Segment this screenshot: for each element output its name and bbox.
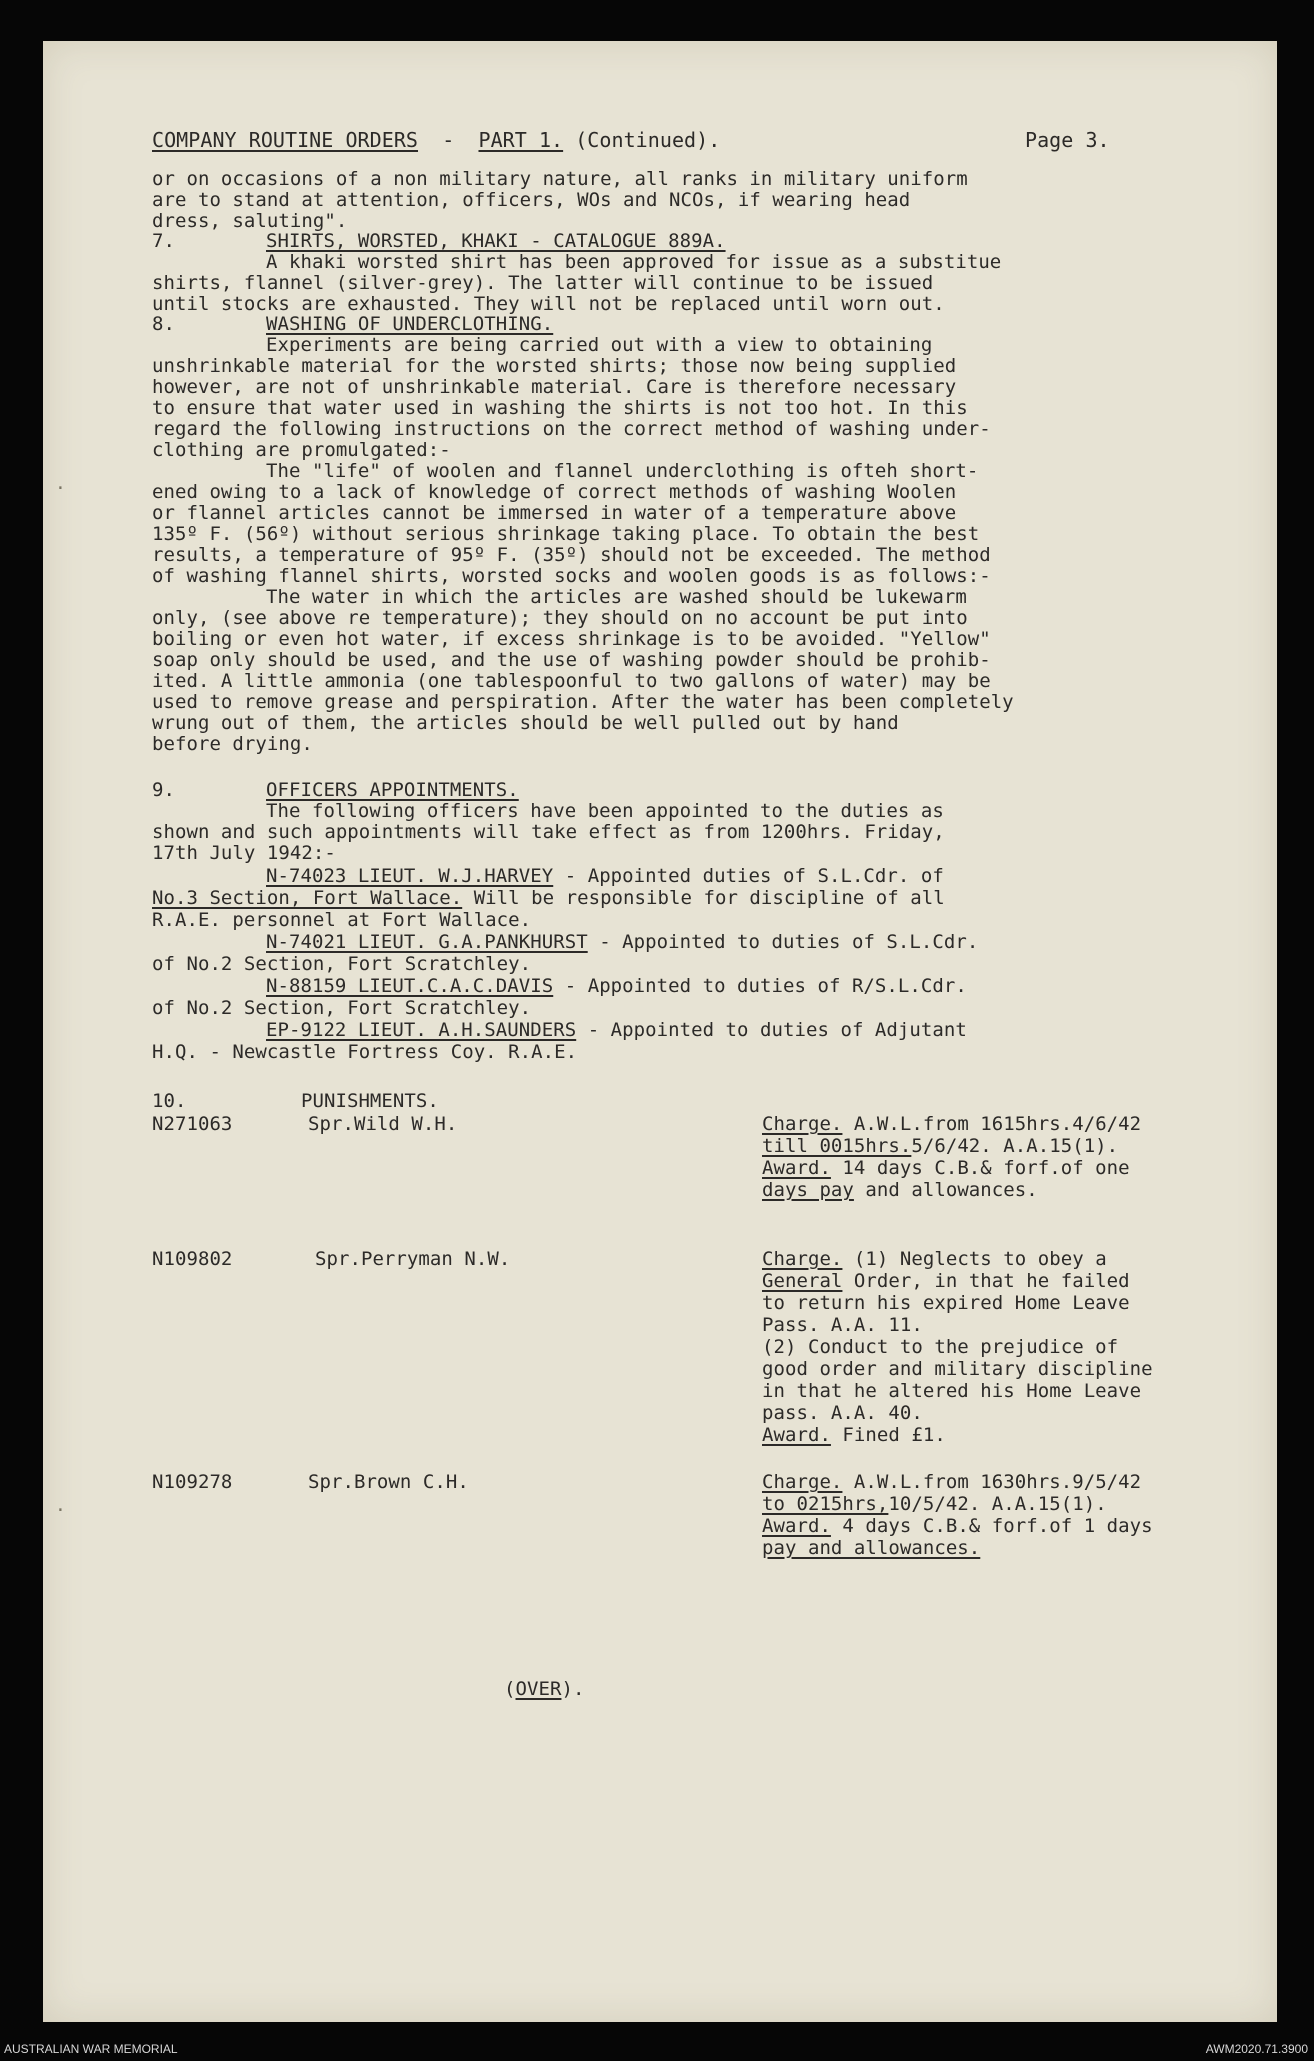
section-7-line-2: shirts, flannel (silver-grey). The latter will continue to be issued [152, 272, 934, 294]
section-7-line-1: A khaki worsted shirt has been approved for issue as a substitue [266, 251, 1002, 273]
section-8-line-16: soap only should be used, and the use of washing powder should be prohib- [152, 649, 991, 671]
section-9-line-3: 17th July 1942:- [152, 842, 336, 864]
page-number: Page 3. [1025, 128, 1110, 152]
page-header [152, 128, 720, 153]
punishment-2-number: N109802 [152, 1248, 233, 1270]
punishment-2-charge-3: to return his expired Home Leave [762, 1292, 1130, 1314]
footer-reference: AWM2020.71.3900 [1205, 2042, 1308, 2056]
section-8-line-12: of washing flannel shirts, worsted socks and woolen goods is as follows:- [152, 565, 991, 587]
punishment-2-charge-5: (2) Conduct to the prejudice of [762, 1336, 1119, 1358]
punishment-2-name: Spr.Perryman N.W. [315, 1248, 511, 1270]
section-10-number: 10. [152, 1090, 187, 1112]
section-8-line-11: results, a temperature of 95º F. (35º) should not be exceeded. The method [152, 544, 991, 566]
appointment-davis-name: N-88159 LIEUT.C.A.C.DAVIS [266, 975, 554, 997]
punishment-2-charge-6: good order and military discipline [762, 1358, 1153, 1380]
punishment-2-charge-4: Pass. A.A. 11. [762, 1314, 923, 1336]
appointment-harvey-section: No.3 Section, Fort Wallace. [152, 887, 463, 909]
charge-label: Charge. [762, 1248, 843, 1270]
punishment-2-charge-7: in that he altered his Home Leave [762, 1380, 1142, 1402]
appointment-davis-line-2: of No.2 Section, Fort Scratchley. [152, 997, 532, 1019]
header-continued: (Continued). [575, 128, 721, 152]
document-body [43, 41, 1277, 2022]
section-10-title: PUNISHMENTS. [301, 1090, 439, 1112]
section-8-line-17: ited. A little ammonia (one tablespoonful to two gallons of water) may be [152, 670, 991, 692]
section-8-number: 8. [152, 313, 175, 335]
section-8-line-5: regard the following instructions on the correct method of washing under- [152, 418, 991, 440]
section-9-number: 9. [152, 779, 175, 801]
appointment-saunders-name: EP-9122 LIEUT. A.H.SAUNDERS [266, 1019, 577, 1041]
award-label: Award. [762, 1424, 831, 1446]
award-text: 14 days C.B.& forf.of one [830, 1157, 1130, 1179]
charge-text: A.W.L.from 1630hrs.9/5/42 [842, 1471, 1142, 1493]
section-8-line-19: wrung out of them, the articles should be well pulled out by hand [152, 712, 899, 734]
section-8-line-8: ened owing to a lack of knowledge of correct methods of washing Woolen [152, 481, 957, 503]
punch-mark-lower: · [55, 1500, 66, 1521]
charge-time: to 0215hrs, [762, 1493, 889, 1515]
section-8-line-1: Experiments are being carried out with a view to obtaining [266, 334, 933, 356]
section-7-line-3: until stocks are exhausted. They will not be replaced until worn out. [152, 293, 945, 315]
section-8-line-7: The "life" of woolen and flannel underclothing is ofteh short- [266, 460, 979, 482]
punishment-1-number: N271063 [152, 1113, 233, 1135]
award-text: Fined £1. [830, 1424, 946, 1446]
appointment-pankhurst-duty: - Appointed to duties of S.L.Cdr. [587, 931, 979, 953]
section-7-number: 7. [152, 230, 175, 252]
footer-bar [0, 2035, 1314, 2061]
award-allowances: and allowances. [853, 1179, 1038, 1201]
over-open: ( [504, 1678, 516, 1700]
intro-line-3: dress, saluting". [152, 210, 348, 232]
section-7-title: SHIRTS, WORSTED, KHAKI - CATALOGUE 889A. [266, 230, 726, 252]
punishment-3-name: Spr.Brown C.H. [308, 1471, 469, 1493]
charge-text: A.W.L.from 1615hrs.4/6/42 [842, 1113, 1142, 1135]
award-label: Award. [762, 1515, 831, 1537]
punishment-3-award-2 [762, 1536, 980, 1561]
punishment-1-award-2 [762, 1178, 1038, 1203]
section-8-title: WASHING OF UNDERCLOTHING. [266, 313, 554, 335]
document-page [43, 41, 1277, 2022]
header-title: COMPANY ROUTINE ORDERS [152, 128, 419, 152]
section-8-line-15: boiling or even hot water, if excess shrinkage is to be avoided. "Yellow" [152, 628, 991, 650]
appointment-harvey-line-3: R.A.E. personnel at Fort Wallace. [152, 909, 532, 931]
over-word: OVER [515, 1678, 562, 1700]
charge-label: Charge. [762, 1471, 843, 1493]
header-part: PART 1. [478, 128, 564, 152]
intro-line-2: are to stand at attention, officers, WOs and NCOs, if wearing head [152, 189, 911, 211]
appointment-pankhurst-line-2: of No.2 Section, Fort Scratchley. [152, 953, 532, 975]
section-8-line-6: clothing are promulgated:- [152, 439, 451, 461]
section-8-line-18: used to remove grease and perspiration. After the water has been completely [152, 691, 1014, 713]
section-8-line-20: before drying. [152, 733, 313, 755]
section-8-line-2: unshrinkable material for the worsted shirts; those now being supplied [152, 355, 957, 377]
section-8-line-3: however, are not of unshrinkable material. Care is therefore necessary [152, 376, 957, 398]
charge-order: Order, in that he failed [842, 1270, 1130, 1292]
charge-time: till 0015hrs. [762, 1135, 912, 1157]
charge-date: 10/5/42. A.A.15(1). [888, 1493, 1107, 1515]
award-text: 4 days C.B.& forf.of 1 days [830, 1515, 1153, 1537]
section-8-line-4: to ensure that water used in washing the shirts is not too hot. In this [152, 397, 968, 419]
punch-mark-upper: · [55, 478, 66, 499]
appointment-saunders-duty: - Appointed to duties of Adjutant [576, 1019, 967, 1041]
punishment-2-award [762, 1423, 946, 1448]
punishment-1-name: Spr.Wild W.H. [308, 1113, 458, 1135]
appointment-harvey-discipline: Will be responsible for discipline of all [462, 887, 945, 909]
award-pay: days pay [762, 1179, 854, 1201]
award-pay: pay and allowances. [762, 1537, 981, 1559]
over-note [504, 1677, 584, 1702]
charge-date: 5/6/42. A.A.15(1). [911, 1135, 1119, 1157]
appointment-harvey-duty: - Appointed duties of S.L.Cdr. of [553, 865, 944, 887]
header-dash: - [442, 128, 455, 152]
appointment-harvey-name: N-74023 LIEUT. W.J.HARVEY [266, 865, 554, 887]
punishment-2-charge-8: pass. A.A. 40. [762, 1402, 923, 1424]
charge-text: (1) Neglects to obey a [842, 1248, 1107, 1270]
appointment-davis-duty: - Appointed to duties of R/S.L.Cdr. [553, 975, 967, 997]
footer-institution: AUSTRALIAN WAR MEMORIAL [4, 2042, 178, 2056]
intro-line-1: or on occasions of a non military nature, all ranks in military uniform [152, 168, 968, 190]
over-close: ). [561, 1678, 585, 1700]
award-label: Award. [762, 1157, 831, 1179]
section-8-line-10: 135º F. (56º) without serious shrinkage taking place. To obtain the best [152, 523, 980, 545]
punishment-3-number: N109278 [152, 1471, 233, 1493]
section-8-line-9: or flannel articles cannot be immersed in water of a temperature above [152, 502, 957, 524]
charge-label: Charge. [762, 1113, 843, 1135]
section-9-line-1: The following officers have been appointed to the duties as [266, 800, 944, 822]
section-8-line-14: only, (see above re temperature); they should on no account be put into [152, 607, 968, 629]
section-8-line-13: The water in which the articles are washed should be lukewarm [266, 586, 967, 608]
charge-general: General [762, 1270, 843, 1292]
appointment-pankhurst-name: N-74021 LIEUT. G.A.PANKHURST [266, 931, 588, 953]
section-9-title: OFFICERS APPOINTMENTS. [266, 779, 519, 801]
section-9-line-2: shown and such appointments will take effect as from 1200hrs. Friday, [152, 821, 945, 843]
appointment-saunders-line-2: H.Q. - Newcastle Fortress Coy. R.A.E. [152, 1041, 578, 1063]
